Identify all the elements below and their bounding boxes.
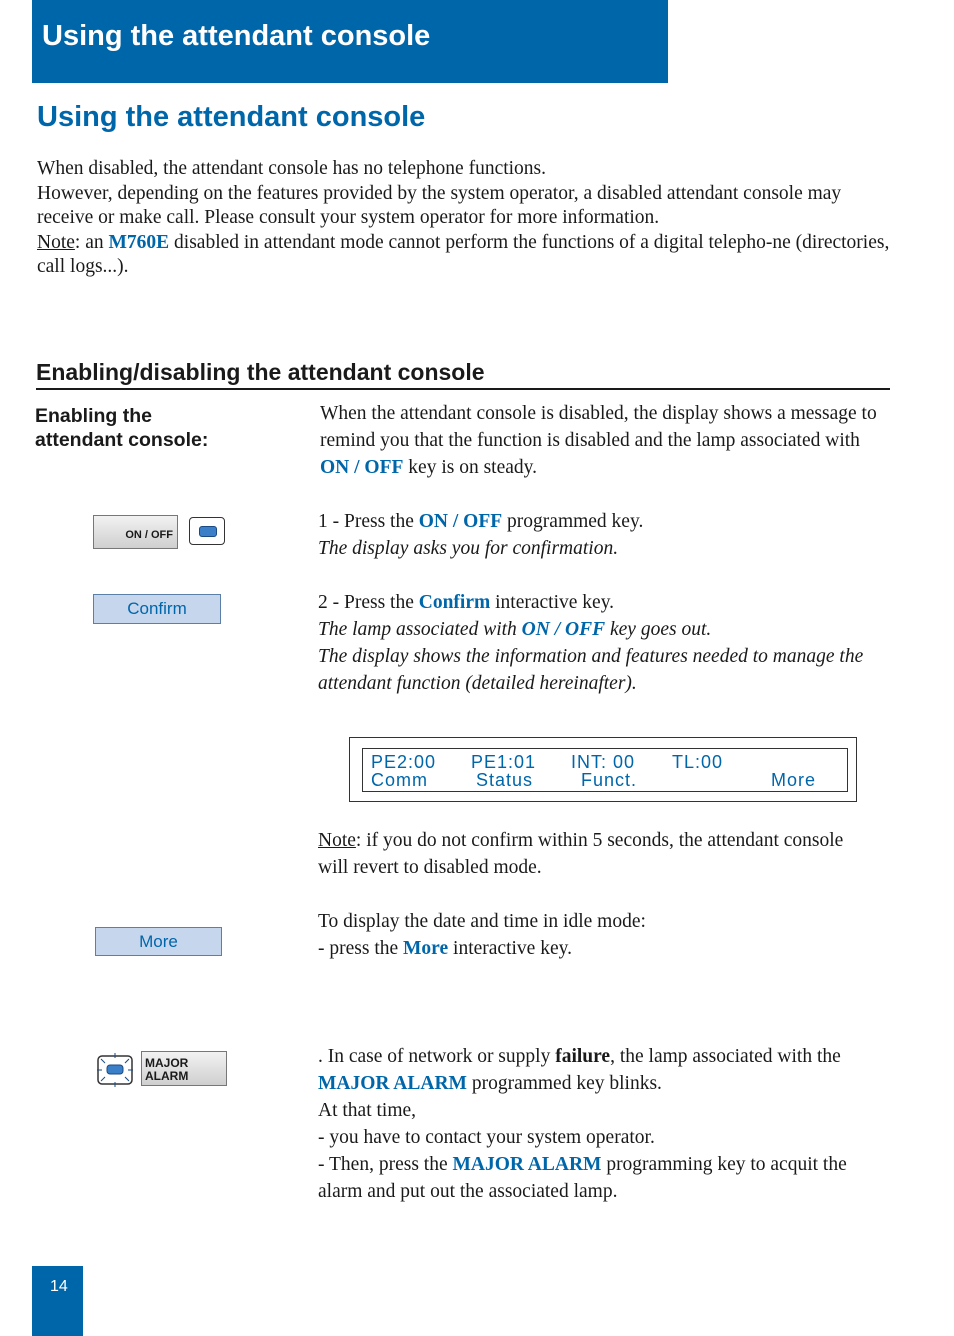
step2-result-pre: The lamp associated with (318, 619, 522, 640)
date-time-line-1: To display the date and time in idle mode: (318, 911, 646, 932)
note-pre: : an (74, 231, 109, 253)
step1-result: The display asks you for confirmation. (318, 538, 619, 559)
more-button[interactable]: More (95, 927, 222, 956)
major-alarm-lamp (97, 1053, 133, 1087)
onoff-keyword: ON / OFF (320, 457, 404, 478)
step-1 (318, 508, 888, 562)
console-display-screen (362, 748, 848, 792)
display-funct[interactable]: Funct. (581, 770, 638, 790)
page-number-box (32, 1266, 83, 1336)
side-label-line-2: attendant console: (35, 429, 209, 451)
alarm-key-name: MAJOR ALARM (318, 1073, 467, 1094)
step-2 (318, 589, 878, 697)
note-confirm (318, 827, 878, 881)
alarm-then-key: MAJOR ALARM (452, 1154, 602, 1175)
intro-line-1: When disabled, the attendant console has no telephone functions. (37, 158, 547, 179)
step2-pre: 2 - Press the (318, 592, 419, 613)
side-label-line-1: Enabling the (35, 405, 152, 427)
alarm-mid: , the lamp associated with the (610, 1046, 841, 1067)
step1-pre: 1 - Press the (318, 511, 419, 532)
disabled-post: key is on steady. (403, 457, 538, 478)
intro-paragraph (37, 157, 897, 280)
date-time-key: More (403, 938, 449, 959)
step2-result-post: key goes out. (605, 619, 712, 640)
date-time-pre: - press the (318, 938, 404, 959)
note-label: Note (37, 231, 75, 253)
step2-result-2: The display shows the information and features needed to manage the attendant function (detailed hereinafter). (318, 646, 864, 694)
display-more[interactable]: More (771, 770, 817, 790)
note-confirm-label: Note (318, 830, 356, 851)
header-band (32, 0, 668, 83)
display-int: INT: 00 (571, 752, 636, 772)
note-post: disabled in attendant mode cannot perform the functions of a digital telepho-ne (directories, call logs...). (37, 231, 890, 277)
alarm-paragraph (318, 1043, 893, 1205)
major-alarm-label-1: MAJOR (145, 1056, 189, 1070)
on-off-lamp (189, 517, 225, 545)
alarm-then-post: programming key to acquit the alarm and put out the associated lamp. (318, 1154, 847, 1202)
step2-key: Confirm (418, 592, 491, 613)
alarm-then-pre: - Then, press the (318, 1154, 453, 1175)
lamp-icon (199, 526, 217, 537)
header-band-title: Using the attendant console (42, 20, 431, 52)
display-pe1: PE1:01 (471, 752, 537, 772)
major-alarm-label-2: ALARM (145, 1069, 189, 1083)
page-number: 14 (50, 1278, 68, 1295)
step2-post: interactive key. (490, 592, 615, 613)
step2-result-key: ON / OFF (521, 619, 606, 640)
date-time-instructions (318, 908, 878, 962)
disabled-pre: When the attendant console is disabled, the display shows a message to remind you that the function is disabled and the lamp associated with (320, 403, 877, 451)
note-confirm-text: : if you do not confirm within 5 seconds, the attendant console will revert to disabled mode. (318, 830, 844, 878)
section-title: Enabling/disabling the attendant console (36, 359, 890, 390)
alarm-post: programmed key blinks. (466, 1073, 662, 1094)
step1-key: ON / OFF (418, 511, 503, 532)
disabled-paragraph (320, 400, 880, 481)
display-tl: TL:00 (672, 752, 724, 772)
page-title: Using the attendant console (37, 101, 426, 133)
date-time-post: interactive key. (448, 938, 572, 959)
blinking-lamp-icon (97, 1053, 133, 1087)
display-comm[interactable]: Comm (371, 770, 428, 790)
alarm-line-time: At that time, (318, 1100, 417, 1121)
step1-post: programmed key. (502, 511, 644, 532)
display-pe2: PE2:00 (371, 752, 437, 772)
alarm-line-contact: - you have to contact your system operator. (318, 1127, 655, 1148)
model-name: M760E (108, 231, 170, 253)
alarm-pre: . In case of network or supply (318, 1046, 556, 1067)
alarm-failure: failure (555, 1046, 611, 1067)
major-alarm-key[interactable] (141, 1051, 227, 1086)
intro-line-2: However, depending on the features provided by the system operator, a disabled attendant console may receive or make call. Please consult your system operator for more information. (37, 182, 842, 228)
confirm-button[interactable]: Confirm (93, 594, 221, 624)
console-display (349, 737, 857, 802)
on-off-key[interactable] (93, 515, 178, 549)
on-off-key-label: ON / OFF (125, 529, 173, 541)
side-label (35, 404, 275, 452)
intro-note (37, 231, 897, 280)
display-status[interactable]: Status (476, 770, 534, 790)
